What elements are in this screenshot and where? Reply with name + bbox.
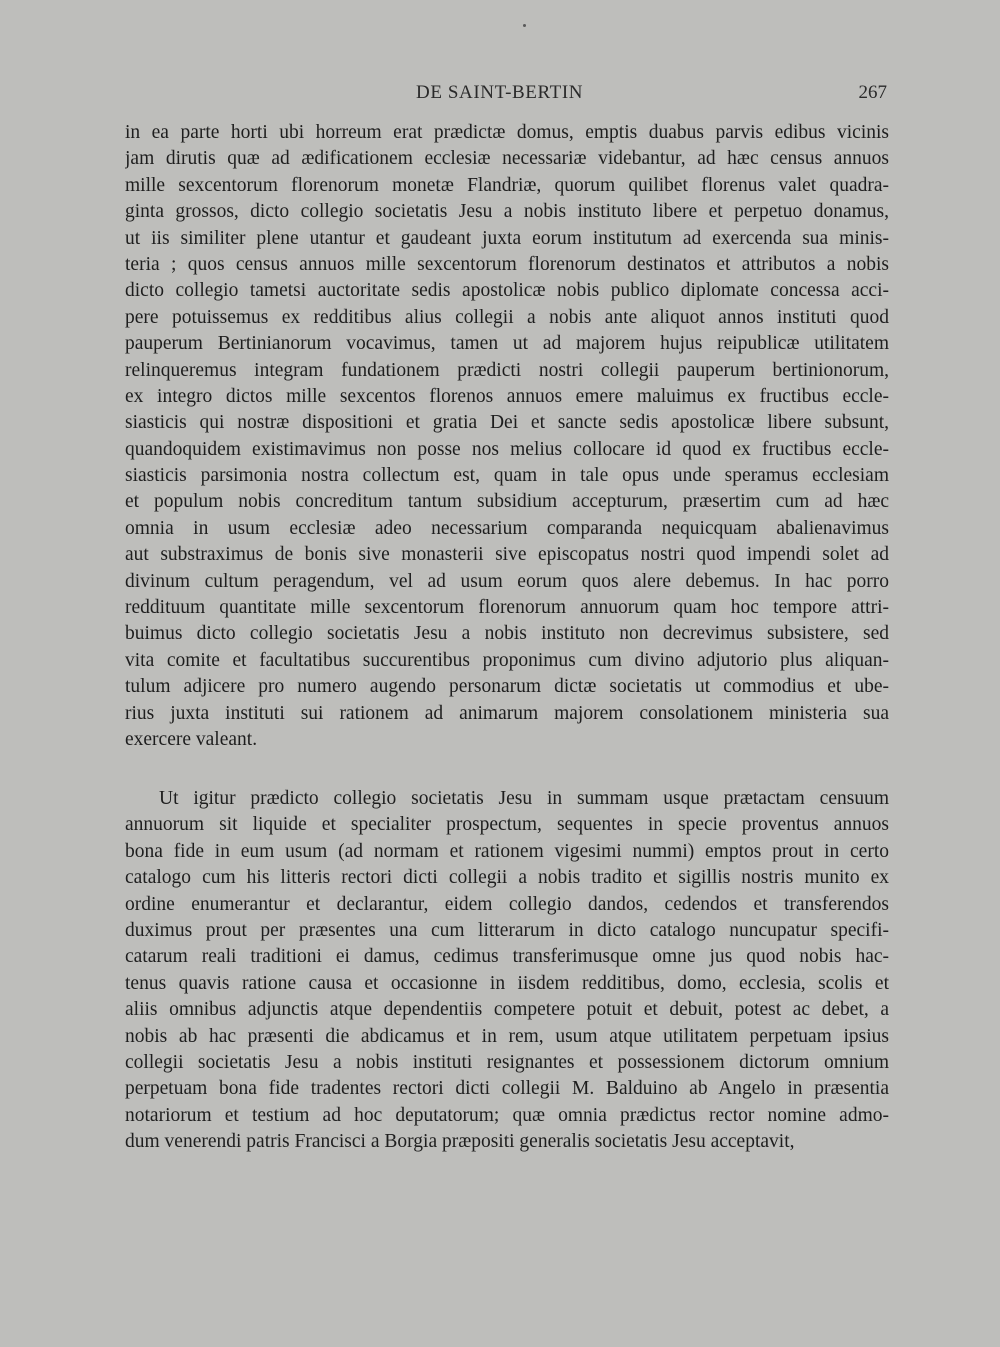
text-line: tenus quavis ratione causa et occasionne in iisdem redditibus, domo, ecclesia, scolis et [125, 972, 889, 994]
text-line: relinqueremus integram fundationem prædicti nostri collegii pauperum bertinionorum, [125, 359, 889, 381]
text-line: reddituum quantitate mille sexcentorum florenorum annuorum quam hoc tempore attri- [125, 597, 889, 619]
text-line: ut iis similiter plene utantur et gaudeant juxta eorum institutum ad exercenda sua minis- [125, 227, 889, 249]
text-line: catarum reali traditioni ei damus, cedimus transferimusque omne jus quod nobis hac- [125, 946, 889, 968]
text-line: nobis ab hac præsenti die abdicamus et in rem, usum atque utilitatem perpetuam ipsius [125, 1025, 889, 1047]
scan-speck [523, 24, 526, 27]
text-line: buimus dicto collegio societatis Jesu a nobis instituto non decrevimus subsistere, sed [125, 623, 889, 645]
text-line: ordine enumerantur et declarantur, eidem collegio dandos, cedendos et transferendos [125, 893, 889, 915]
text-line: et populum nobis concreditum tantum subsidium accepturum, præsertim cum ad hæc [125, 491, 889, 513]
text-line: dicto collegio tametsi auctoritate sedis apostolicæ nobis publico diplomate concessa acci- [125, 280, 889, 302]
text-line: pere potuissemus ex redditibus alius collegii a nobis ante aliquot annos instituti quod [125, 306, 889, 328]
text-line: collegii societatis Jesu a nobis instituti resignantes et possessionem dictorum omnium [125, 1051, 889, 1073]
text-line: vita comite et facultatibus succurentibus proponimus cum divino adjutorio plus aliquan- [125, 649, 889, 671]
text-line: perpetuam bona fide tradentes rectori dicti collegii M. Balduino ab Angelo in præsentia [125, 1078, 889, 1100]
text-line: Ut igitur prædicto collegio societatis Jesu in summam usque prætactam censuum [159, 788, 889, 809]
text-line: notariorum et testium ad hoc deputatorum; quæ omnia prædictus rector nomine admo- [125, 1104, 889, 1126]
text-line: aut substraximus de bonis sive monasterii sive episcopatus nostri quod impendi solet ad [125, 544, 889, 566]
text-line: exercere valeant. [125, 728, 258, 750]
text-line: mille sexcentorum florenorum monetæ Flandriæ, quorum quilibet florenus valet quadra- [125, 174, 889, 196]
running-header: DE SAINT-BERTIN [416, 82, 584, 103]
paragraph-2 [125, 786, 889, 1155]
text-line: dum venerendi patris Francisci a Borgia præpositi generalis societatis Jesu acceptavit, [125, 1131, 795, 1153]
text-line: bona fide in eum usum (ad normam et rationem vigesimi nummi) emptos prout in certo [125, 840, 889, 862]
text-line: ginta grossos, dicto collegio societatis Jesu a nobis instituto libere et perpetuo donamus, [125, 201, 889, 223]
text-line: pauperum Bertinianorum vocavimus, tamen ut ad majorem hujus reipublicæ utilitatem [125, 333, 889, 355]
text-line: siasticis parsimonia nostra collectum est, quam in tale opus unde speramus ecclesiam [125, 465, 889, 487]
text-line: jam dirutis quæ ad ædificationem ecclesiæ necessariæ videbantur, ad hæc census annuos [125, 148, 889, 170]
page-number: 267 [858, 82, 887, 103]
text-line: catalogo cum his litteris rectori dicti collegii a nobis tradito et sigillis nostris munito ex [125, 867, 889, 889]
text-line: teria ; quos census annuos mille sexcentorum florenorum destinatos et attributos a nobis [125, 253, 889, 275]
text-line: siasticis qui nostræ dispositioni et gratia Dei et sancte sedis apostolicæ libere subsunt, [125, 412, 889, 434]
text-line: aliis omnibus adjunctis atque dependentiis competere potuit et debuit, potest ac debet, a [125, 999, 889, 1021]
text-line: duximus prout per præsentes una cum litterarum in dicto catalogo nuncupatur specifi- [125, 919, 889, 941]
text-line: ex integro dictos mille sexcentos florenos annuos emere maluimus ex fructibus eccle- [125, 385, 889, 407]
text-line: quandoquidem existimavimus non posse nos melius collocare id quod ex fructibus eccle- [125, 438, 889, 460]
text-line: omnia in usum ecclesiæ adeo necessarium comparanda nequicquam abalienavimus [125, 517, 889, 539]
paragraph-1 [125, 120, 889, 753]
text-line: divinum cultum peragendum, vel ad usum eorum quos alere debemus. In hac porro [125, 570, 889, 592]
text-line: in ea parte horti ubi horreum erat prædictæ domus, emptis duabus parvis edibus vicinis [125, 122, 889, 143]
text-line: rius juxta instituti sui rationem ad animarum majorem consolationem ministeria sua [125, 702, 889, 724]
text-line: annuorum sit liquide et specialiter prospectum, sequentes in specie proventus annuos [125, 814, 889, 836]
text-line: tulum adjicere pro numero augendo personarum dictæ societatis ut commodius et ube- [125, 676, 889, 698]
